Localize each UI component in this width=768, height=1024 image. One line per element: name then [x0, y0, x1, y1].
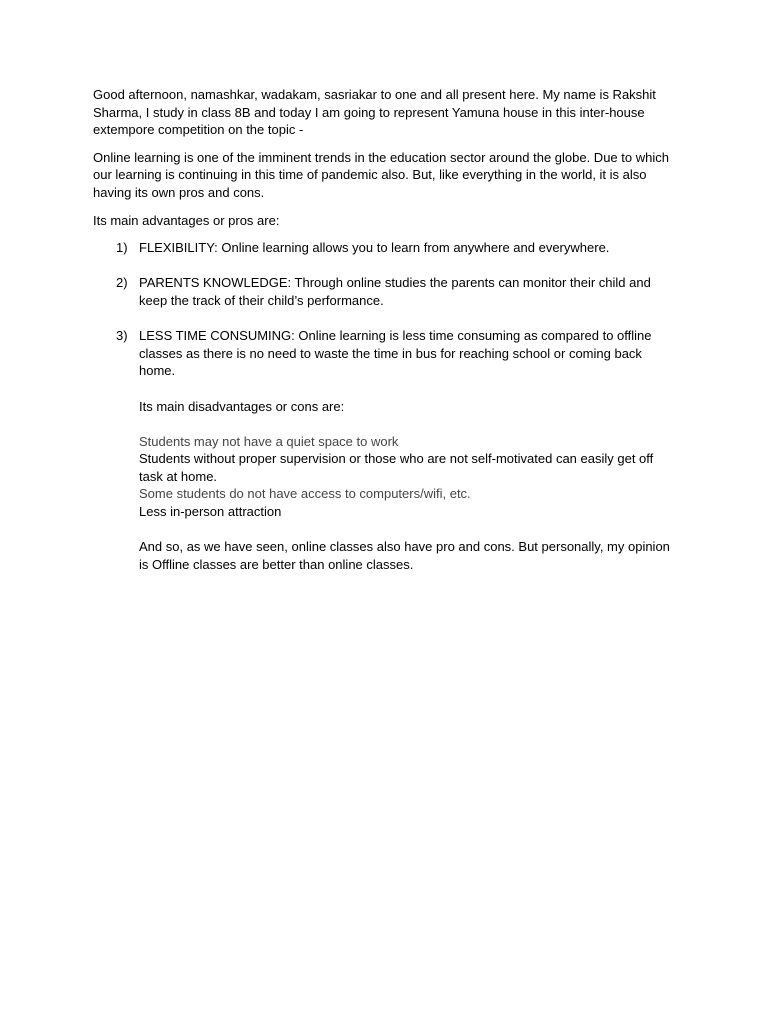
- list-number: 2): [116, 275, 128, 291]
- disadvantage-item: Students without proper supervision or those who are not self-motivated can easily get off task at home.: [139, 451, 654, 484]
- advantages-heading: Its main advantages or pros are:: [93, 212, 280, 228]
- list-item-text: LESS TIME CONSUMING: Online learning is less time consuming as compared to offline classes as there is no need to waste the time in bus for reaching school or coming back home.: [139, 328, 652, 379]
- list-item: [93, 274, 675, 309]
- disadvantages-section: [93, 398, 675, 574]
- list-item: [93, 239, 675, 257]
- disadvantage-item: Less in-person attraction: [139, 504, 282, 520]
- disadvantages-heading: Its main disadvantages or cons are:: [139, 398, 345, 414]
- list-number: 1): [116, 240, 128, 256]
- list-item: [93, 327, 675, 380]
- list-item-text: FLEXIBILITY: Online learning allows you to learn from anywhere and everywhere.: [139, 240, 610, 256]
- conclusion-paragraph: And so, as we have seen, online classes also have pro and cons. But personally, my opinion is Offline classes are better than online classes.: [139, 539, 670, 572]
- list-number: 3): [116, 328, 128, 344]
- advantages-list: [93, 239, 675, 380]
- overview-paragraph: Online learning is one of the imminent trends in the education sector around the globe. Due to which our learning is continuing in this time of pandemic also. But, like everything in the world, it is also having its own pros and cons.: [93, 149, 669, 200]
- intro-paragraph: Good afternoon, namashkar, wadakam, sasriakar to one and all present here. My name is Rakshit Sharma, I study in class 8B and today I am going to represent Yamuna house in this inter-house extempore competition on the topic -: [93, 87, 656, 138]
- disadvantage-item: Students may not have a quiet space to work: [139, 433, 399, 449]
- document-page: [93, 86, 675, 573]
- disadvantage-item: Some students do not have access to computers/wifi, etc.: [139, 486, 471, 502]
- list-item-text: PARENTS KNOWLEDGE: Through online studies the parents can monitor their child and keep the track of their child’s performance.: [139, 275, 651, 308]
